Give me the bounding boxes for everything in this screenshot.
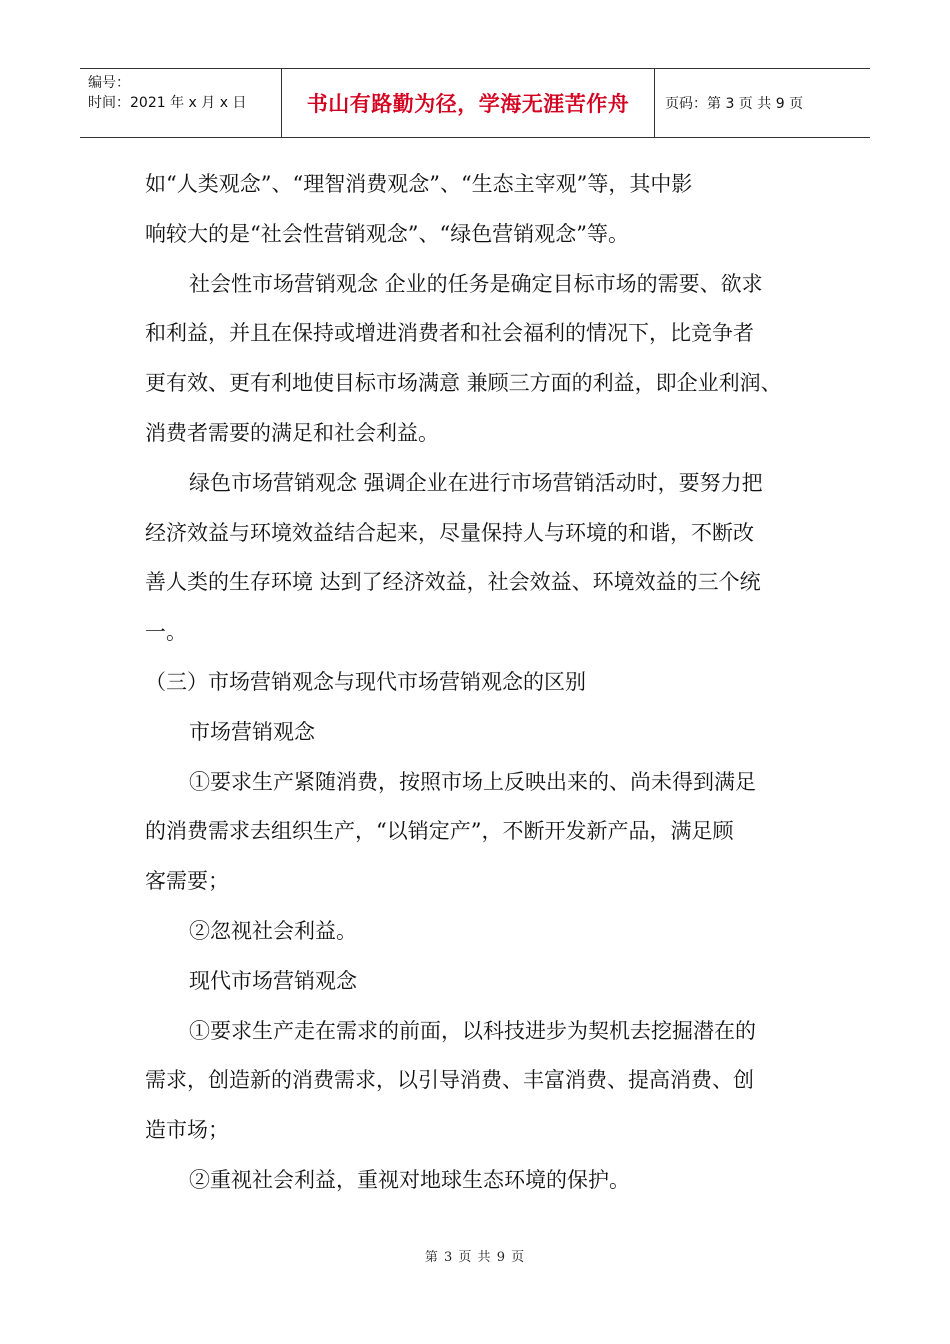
text-line: 消费者需要的满足和社会利益。 xyxy=(145,420,439,445)
text-line: 需求，创造新的消费需求，以引导消费、丰富消费、提高消费、创 xyxy=(145,1068,754,1093)
date-line: 时间：2021 年 x 月 x 日 xyxy=(88,95,247,111)
header-page-info: 页码：第 3 页 共 9 页 xyxy=(665,96,804,112)
text-line: 的消费需求去组织生产，“以销定产”，不断开发新产品，满足顾 xyxy=(145,819,734,844)
document-body xyxy=(145,160,825,1206)
page-header xyxy=(80,68,870,138)
text-line: ①要求生产紧随消费，按照市场上反映出来的、尚未得到满足 xyxy=(189,769,756,794)
text-line: ①要求生产走在需求的前面，以科技进步为契机去挖掘潜在的 xyxy=(189,1018,756,1043)
text-line: ②忽视社会利益。 xyxy=(189,918,357,943)
text-line: 市场营销观念 xyxy=(189,719,315,744)
page-footer: 第 3 页 共 9 页 xyxy=(424,1250,526,1265)
text-line: 更有效、更有利地使目标市场满意 兼顾三方面的利益，即企业利润、 xyxy=(145,371,782,396)
text-line: 响较大的是“社会性营销观念”、“绿色营销观念”等。 xyxy=(145,221,629,246)
text-line: 客需要； xyxy=(145,869,229,894)
text-line: 和利益，并且在保持或增进消费者和社会福利的情况下，比竞争者 xyxy=(145,321,754,346)
text-line: 造市场； xyxy=(145,1118,229,1143)
text-line: 社会性市场营销观念 企业的任务是确定目标市场的需要、欲求 xyxy=(189,271,763,296)
text-line: 如“人类观念”、“理智消费观念”、“生态主宰观”等，其中影 xyxy=(145,172,693,196)
header-meta xyxy=(80,69,282,137)
number-label: 编号： xyxy=(88,75,130,91)
text-line: ②重视社会利益，重视对地球生态环境的保护。 xyxy=(189,1167,630,1192)
header-motto: 书山有路勤为径，学海无涯苦作舟 xyxy=(282,69,655,137)
text-line: 现代市场营销观念 xyxy=(189,968,357,993)
text-line: 绿色市场营销观念 强调企业在进行市场营销活动时，要努力把 xyxy=(189,470,763,495)
text-line: 一。 xyxy=(145,620,187,645)
text-line: 善人类的生存环境 达到了经济效益，社会效益、环境效益的三个统 xyxy=(145,570,761,595)
text-line: （三）市场营销观念与现代市场营销观念的区别 xyxy=(145,669,586,694)
text-line: 经济效益与环境效益结合起来，尽量保持人与环境的和谐，不断改 xyxy=(145,520,754,545)
